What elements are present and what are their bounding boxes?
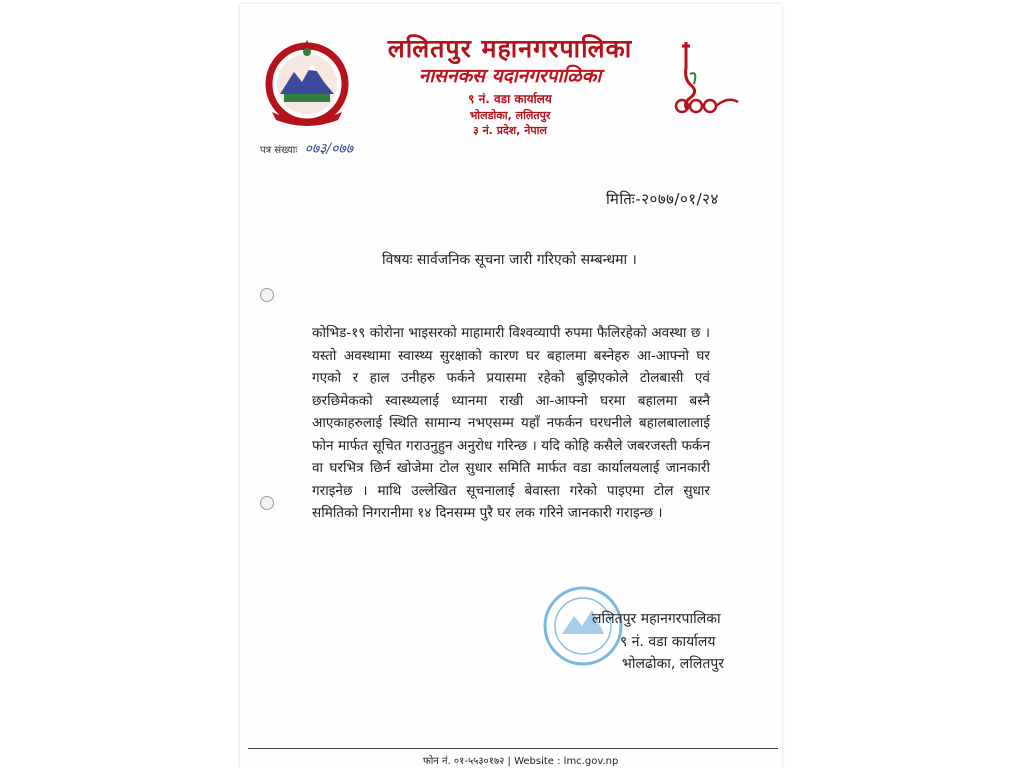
reference-label: पत्र संख्याः: [260, 145, 298, 156]
letter-date: मितिः-२०७७/०१/२४: [606, 190, 719, 208]
signature-line-3: भोलढोका, ललितपुर: [622, 656, 725, 672]
reference-value: ०७३/०७७: [304, 141, 353, 157]
municipality-logo-icon: [668, 34, 744, 118]
footer-contact: फोन नं. ०१-५५३०१७२ | Website : lmc.gov.np: [423, 756, 619, 767]
office-province: ३ नं. प्रदेश, नेपाल: [473, 124, 547, 137]
signature-block: [592, 608, 782, 676]
nepal-emblem-icon: [262, 38, 352, 126]
letter-page: [240, 4, 782, 768]
office-name: ९ नं. वडा कार्यालय: [468, 92, 552, 106]
signature-line-1: ललितपुर महानगरपालिका: [592, 611, 721, 627]
letter-body: कोभिड-१९ कोरोना भाइसरको माहामारी विश्वव्यापी रुपमा फैलिरहेको अवस्था छ । यस्तो अवस्थामा स्वास्थ्य सुरक्षाको कारण घर बहालमा बस्नेहरु आ-आफ्नो घर गएको र हाल उनीहरु फर्कने प्रयासमा रहेको बुझिएकोले टोलबासी एवं छरछिमेकको स्वास्थ्यलाई ध्यानमा राखी आ-आफ्नो घरमा बहालमा बस्नै आएकाहरुलाई स्थिति सामान्य नभएसम्म यहाँ नफर्कन घरधनीले बहालबालालाई फोन मार्फत सूचित गराउनुहुन अनुरोध गरिन्छ । यदि कोहि कसैले जबरजस्ती फर्कन वा घरभित्र छिर्न खोजेमा टोल सुधार समिति मार्फत वडा कार्यालयलाई जानकारी गराइनेछ । माथि उल्लेखित सूचनालाई बेवास्ता गरेको पाइएमा टोल सुधार समितिको निगरानीमा १४ दिनसम्म पुरै घर लक गरिने जानकारी गराइन्छ ।: [312, 325, 710, 521]
office-address: भोलडोका, ललितपुर: [469, 109, 551, 122]
signature-line-2: ९ नं. वडा कार्यालय: [620, 633, 716, 650]
letterhead: [360, 34, 660, 138]
org-name-alt-script: नासनकस यदानगरपाळिका: [418, 65, 602, 87]
footer-divider: [248, 748, 778, 749]
org-name: ललितपुर महानगरपालिका: [387, 34, 633, 63]
punch-hole: [260, 496, 274, 510]
punch-hole: [260, 288, 274, 302]
reference-number: [260, 139, 353, 158]
letter-subject: विषयः सार्वजनिक सूचना जारी गरिएको सम्बन्धमा ।: [382, 252, 637, 268]
